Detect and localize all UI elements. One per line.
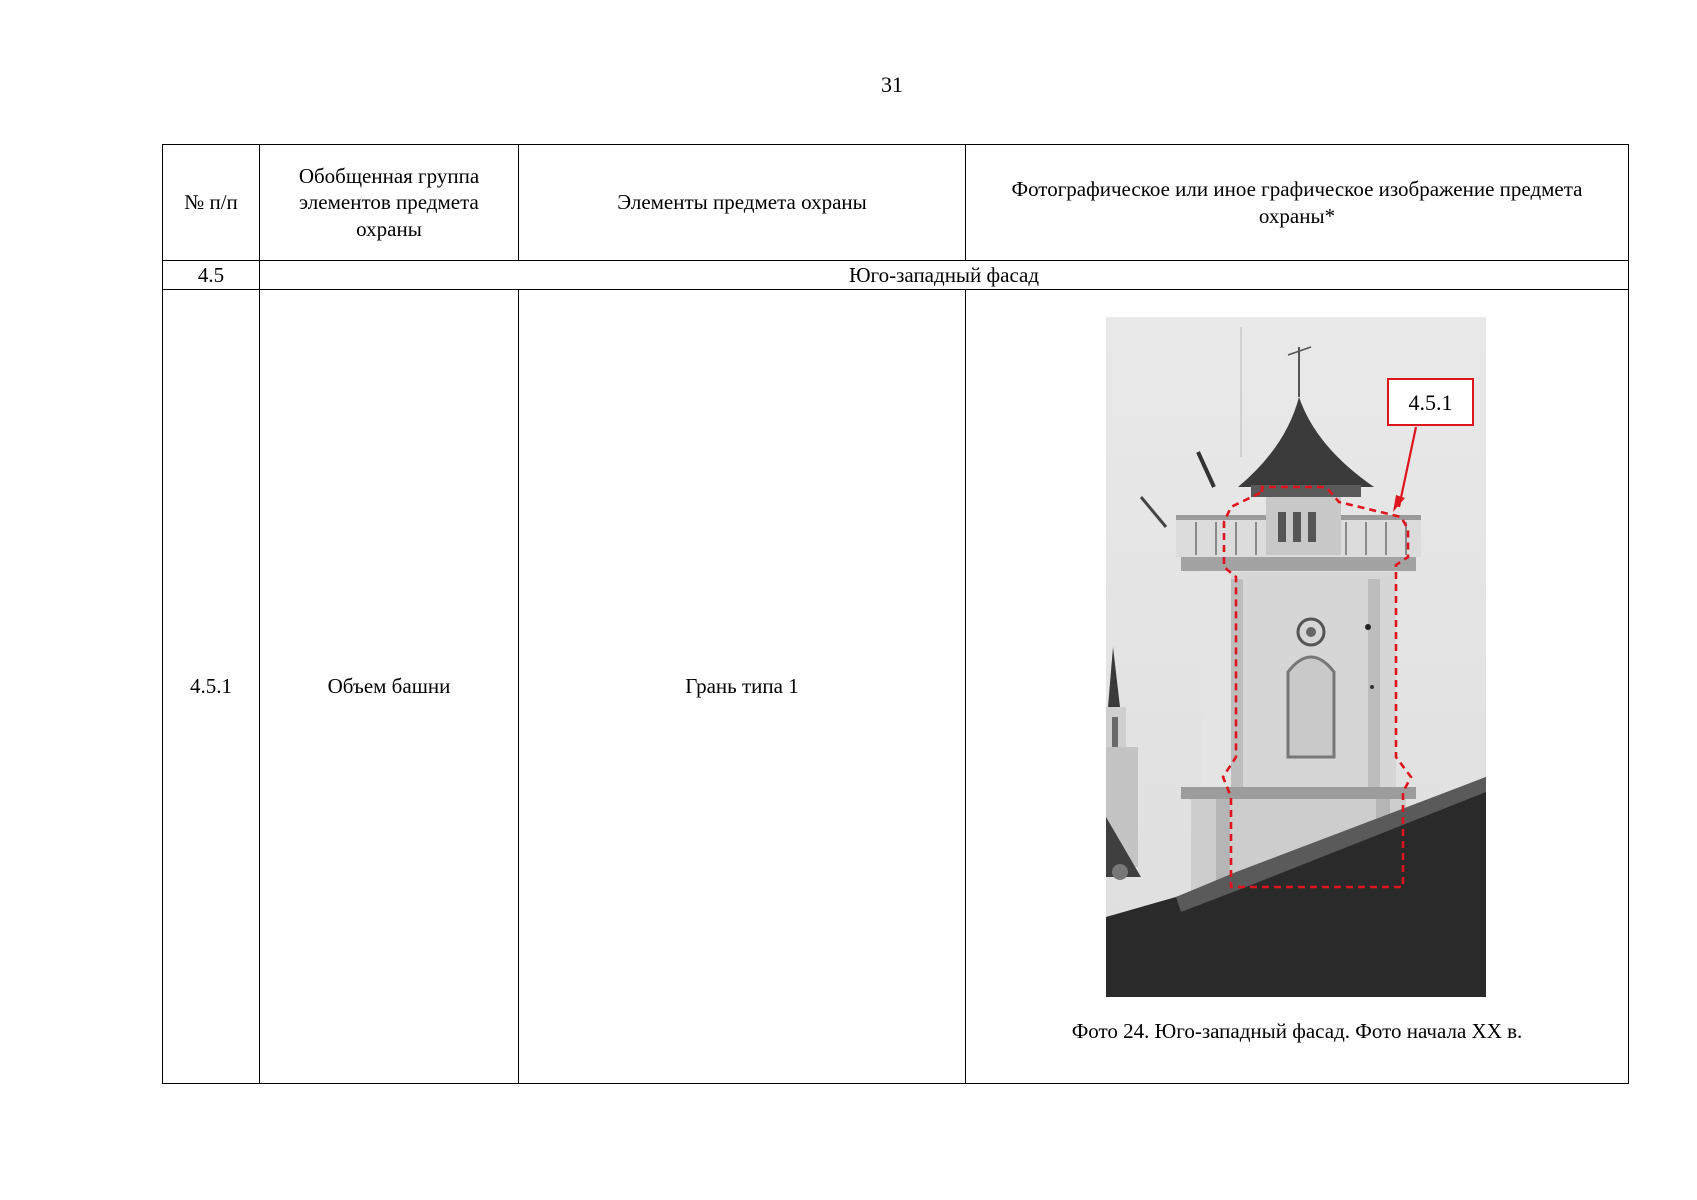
callout-label: 4.5.1: [1408, 390, 1453, 415]
row-num: 4.5.1: [163, 290, 260, 1084]
header-elements: Элементы предмета охраны: [519, 145, 966, 261]
page-number: 31: [881, 72, 903, 97]
protection-table: [162, 144, 1629, 1084]
tower-photo: [1106, 317, 1486, 997]
photo-caption: Фото 24. Юго-западный фасад. Фото начала XX в.: [1071, 1019, 1523, 1043]
table-row: [163, 290, 1629, 1084]
section-title: Юго-западный фасад: [260, 261, 1629, 290]
section-row: [163, 261, 1629, 290]
header-num: № п/п: [163, 145, 260, 261]
header-image: Фотографическое или иное графическое изображение предмета охраны*: [966, 145, 1629, 261]
row-element: Грань типа 1: [519, 290, 966, 1084]
section-num: 4.5: [163, 261, 260, 290]
table-header-row: [163, 145, 1629, 261]
row-group: Объем башни: [260, 290, 519, 1084]
row-photo-cell: [966, 290, 1629, 1084]
header-group: Обобщенная группа элементов предмета охраны: [260, 145, 519, 261]
